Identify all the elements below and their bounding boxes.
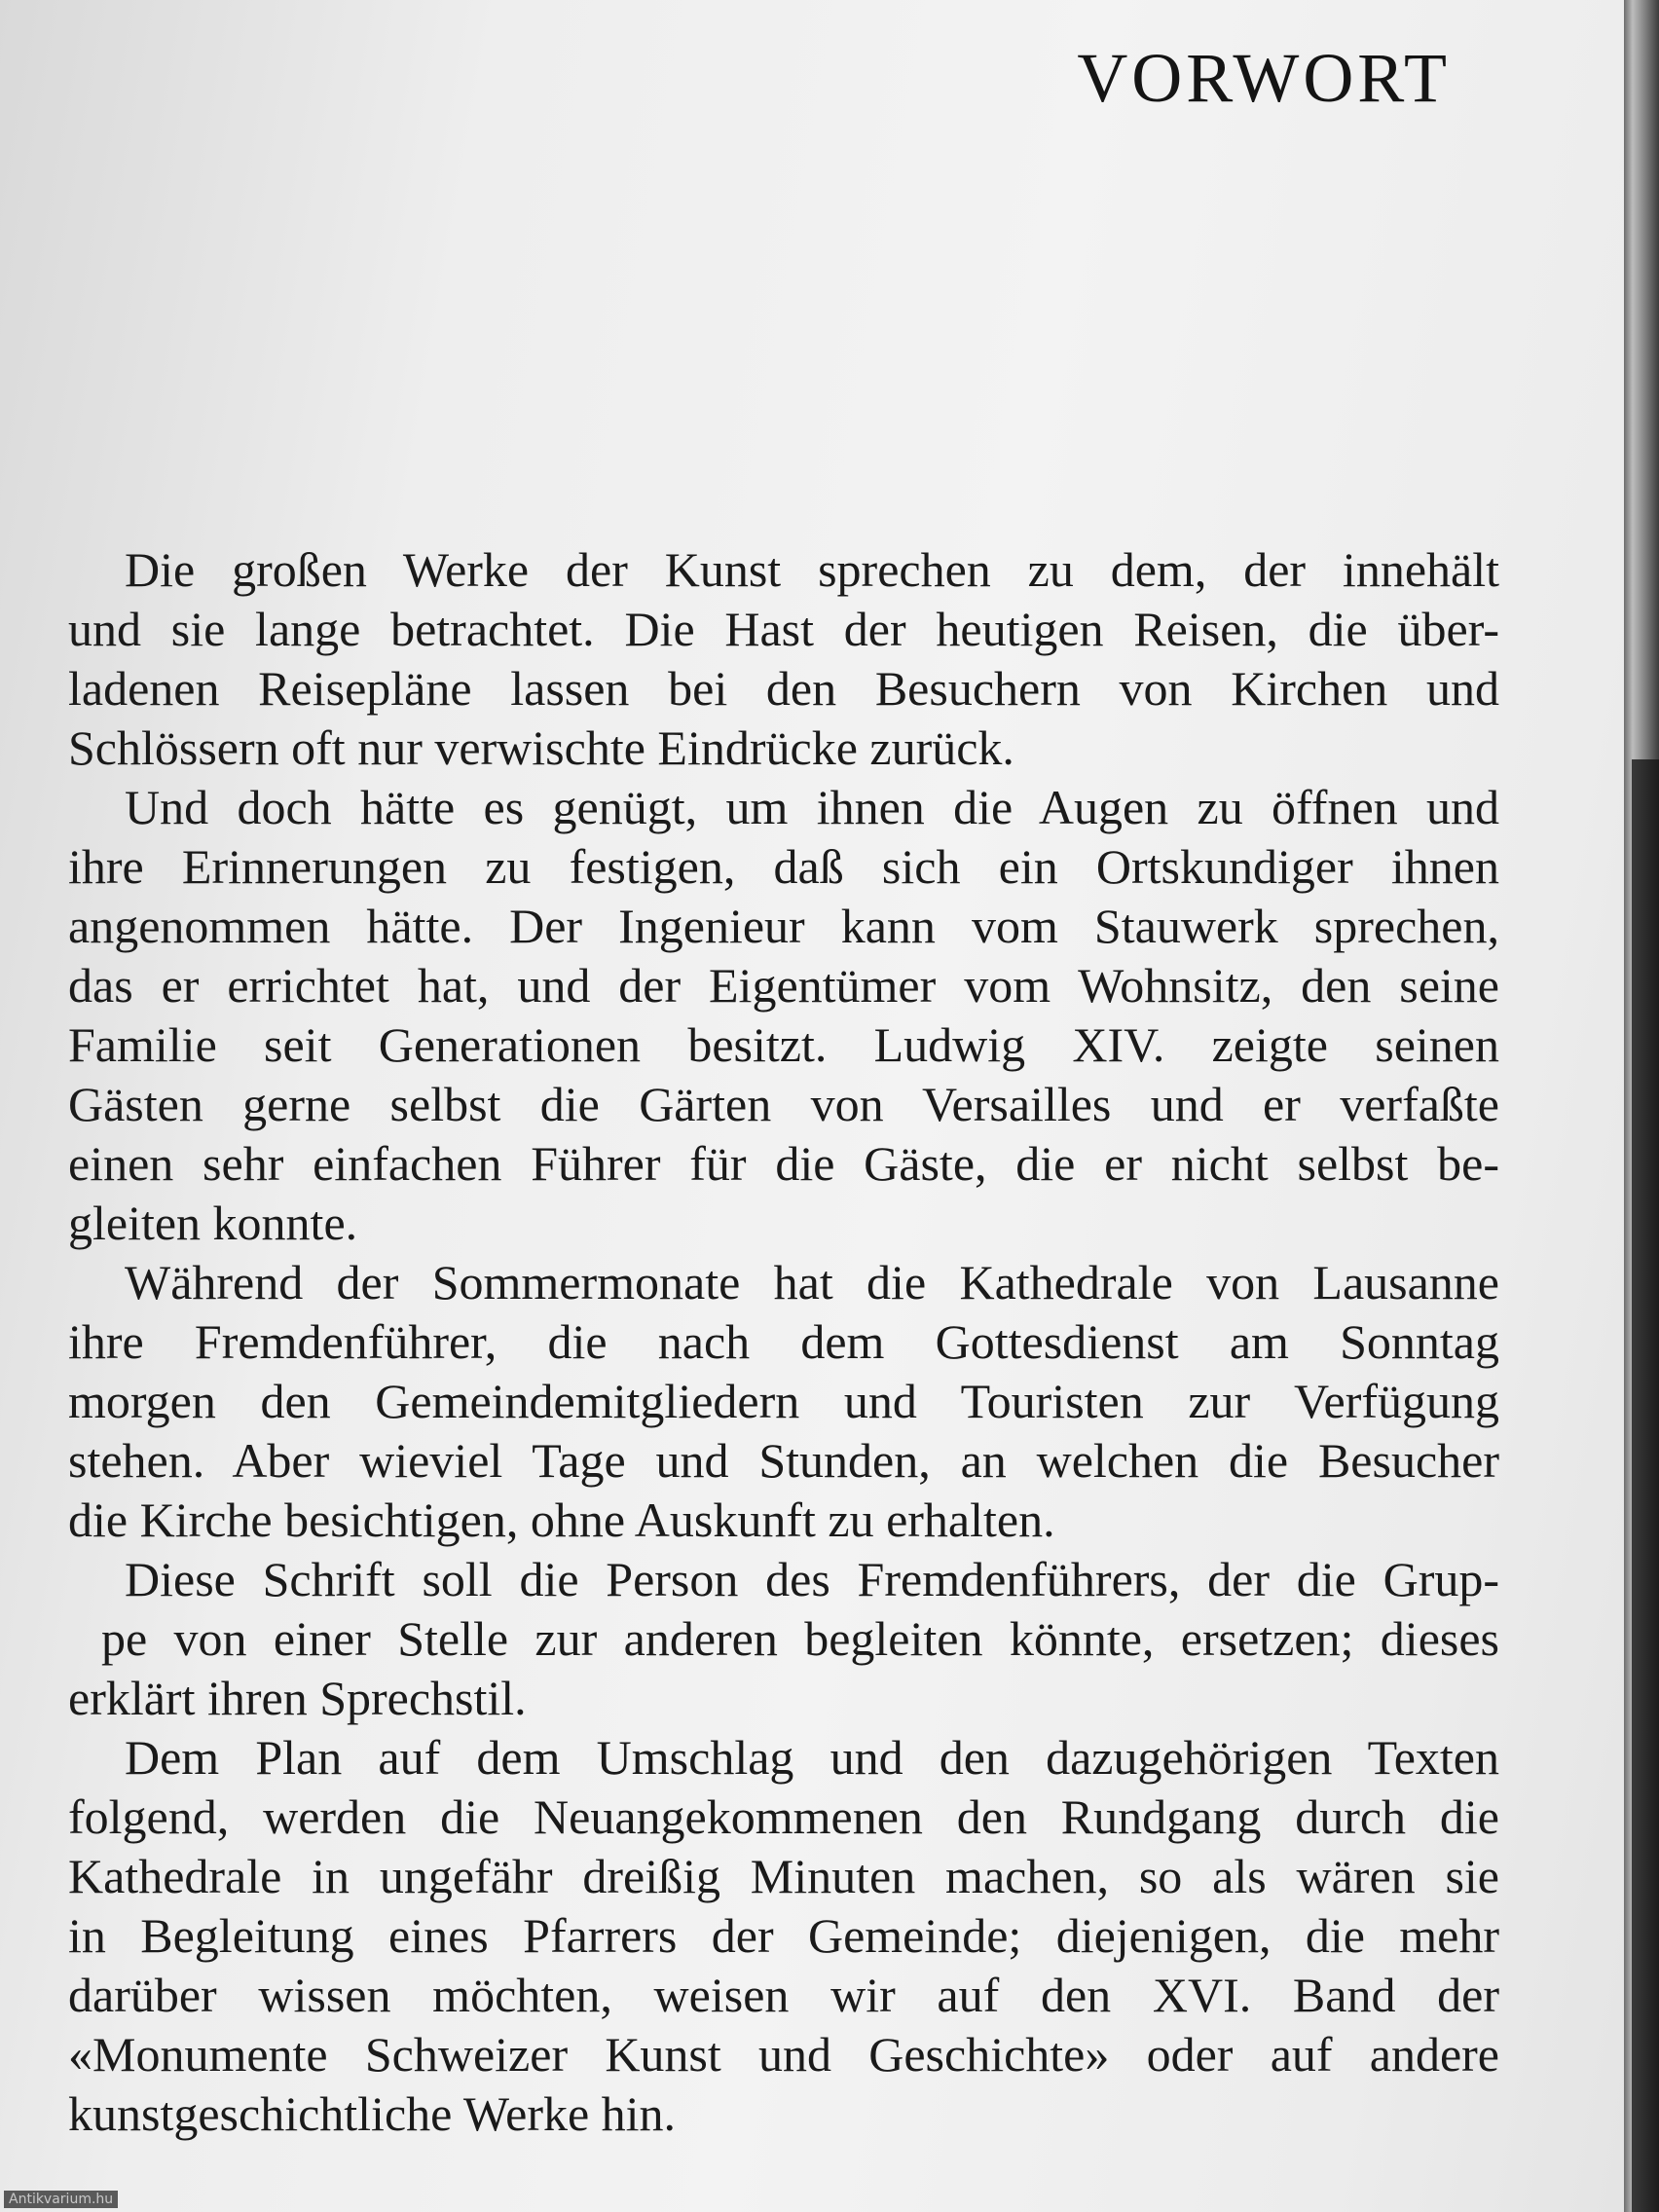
text-line: Kathedrale in ungefähr dreißig Minuten machen, so als wären sie <box>68 1849 1499 1903</box>
text-line: Familie seit Generationen besitzt. Ludwig XIV. zeigte seinen <box>68 1017 1499 1072</box>
text-line: angenommen hätte. Der Ingenieur kann vom Stauwerk sprechen, <box>68 899 1499 953</box>
text-line: Die großen Werke der Kunst sprechen zu dem, der innehält <box>125 542 1499 597</box>
page-title: VORWORT <box>1077 39 1451 117</box>
text-line: stehen. Aber wieviel Tage und Stunden, an welchen die Besucher <box>68 1433 1499 1488</box>
paragraph-5 <box>68 1728 1499 2144</box>
text-line: ihre Fremdenführer, die nach dem Gottesdienst am Sonntag <box>68 1314 1499 1369</box>
text-line: Diese Schrift soll die Person des Fremdenführers, der die Grup- <box>125 1552 1499 1606</box>
text-line: einen sehr einfachen Führer für die Gäste, die er nicht selbst be- <box>68 1136 1499 1191</box>
text-line: die Kirche besichtigen, ohne Auskunft zu erhalten. <box>68 1493 1055 1547</box>
paragraph-4 <box>68 1550 1499 1728</box>
text-line: Dem Plan auf dem Umschlag und den dazugehörigen Texten <box>125 1730 1499 1785</box>
text-line: erklärt ihren Sprechstil. <box>68 1671 527 1725</box>
text-line: ihre Erinnerungen zu festigen, daß sich ein Ortskundiger ihnen <box>68 839 1499 894</box>
text-line: folgend, werden die Neuangekommenen den Rundgang durch die <box>68 1789 1499 1844</box>
paragraph-1 <box>68 540 1499 778</box>
text-line: Während der Sommermonate hat die Kathedrale von Lausanne <box>125 1255 1499 1309</box>
text-line: pe von einer Stelle zur anderen begleiten könnte, ersetzen; dieses <box>101 1611 1499 1666</box>
paragraph-2 <box>68 778 1499 1253</box>
watermark: Antikvarium.hu <box>4 2191 118 2208</box>
text-line: Gästen gerne selbst die Gärten von Versailles und er verfaßte <box>68 1077 1499 1131</box>
text-line: gleiten konnte. <box>68 1196 358 1250</box>
text-line: morgen den Gemeindemitgliedern und Touristen zur Verfügung <box>68 1374 1499 1428</box>
paragraph-3 <box>68 1253 1499 1550</box>
text-line: ladenen Reisepläne lassen bei den Besuchern von Kirchen und <box>68 661 1499 716</box>
text-line: und sie lange betrachtet. Die Hast der heutigen Reisen, die über- <box>68 602 1499 656</box>
text-line: das er errichtet hat, und der Eigentümer vom Wohnsitz, den seine <box>68 958 1499 1013</box>
text-line: «Monumente Schweizer Kunst und Geschichte» oder auf andere <box>68 2027 1499 2082</box>
text-line: Schlössern oft nur verwischte Eindrücke zurück. <box>68 720 1014 775</box>
text-line: in Begleitung eines Pfarrers der Gemeinde; diejenigen, die mehr <box>68 1908 1499 1963</box>
spine-shadow <box>1632 759 1659 2212</box>
text-line: darüber wissen möchten, weisen wir auf den XVI. Band der <box>68 1968 1499 2022</box>
foreword-body <box>68 540 1499 2144</box>
book-spine-edge <box>1624 0 1659 2212</box>
text-line: Und doch hätte es genügt, um ihnen die Augen zu öffnen und <box>125 780 1499 834</box>
text-line: kunstgeschichtliche Werke hin. <box>68 2086 677 2141</box>
